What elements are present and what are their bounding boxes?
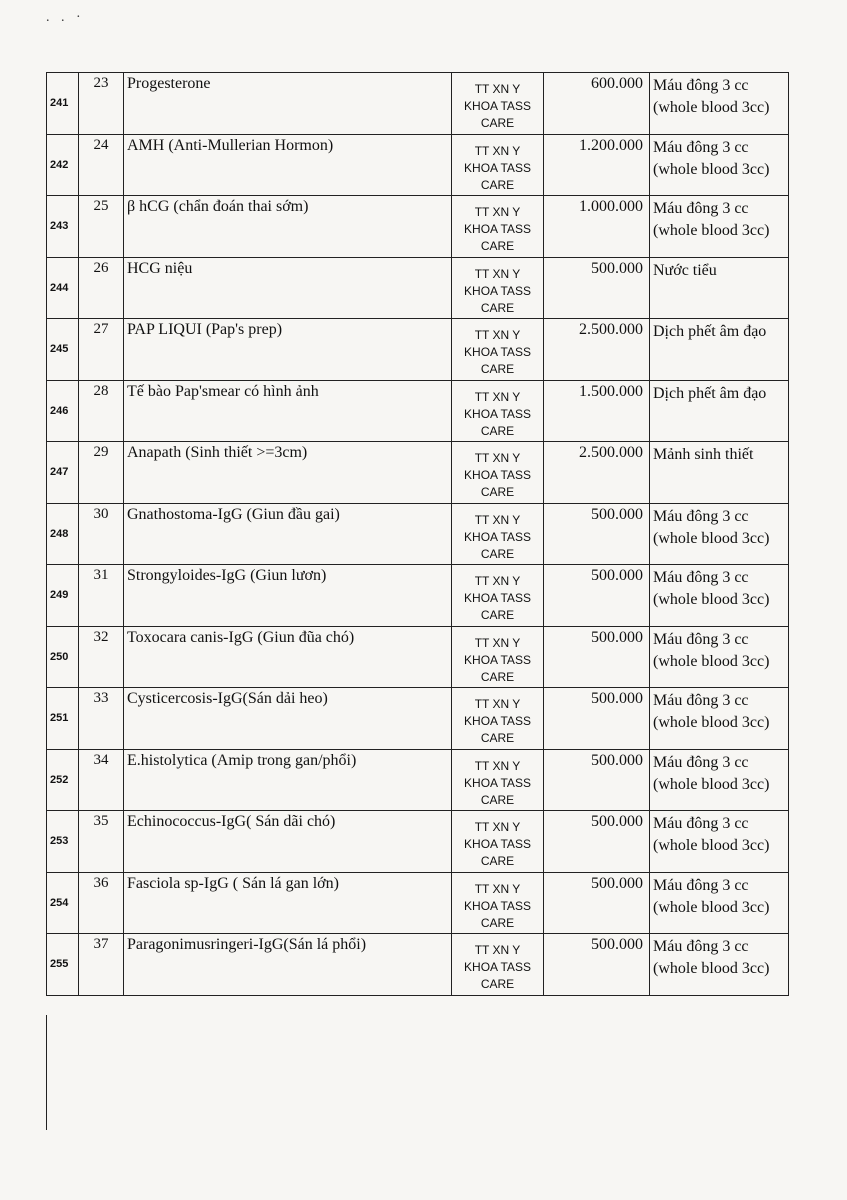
- lab-line: TT XN Y: [474, 389, 521, 404]
- item-number-cell: 28: [79, 380, 124, 442]
- sample-line: Nước tiểu: [653, 261, 717, 279]
- lab-line: TT XN Y: [474, 820, 521, 834]
- test-name-cell: Toxocara canis-IgG (Giun đũa chó): [124, 626, 452, 688]
- test-name-cell: Echinococcus-IgG( Sán dãi chó): [124, 811, 452, 873]
- sample-cell: [650, 565, 789, 627]
- stt-cell: 247: [47, 442, 79, 504]
- lab-cell: [452, 503, 544, 565]
- stt-cell: 253: [47, 811, 79, 873]
- test-name-cell: Progesterone: [124, 73, 452, 135]
- lab-cell: [452, 380, 544, 442]
- test-name-cell: Strongyloides-IgG (Giun lươn): [124, 565, 452, 627]
- lab-line: KHOA TASS: [464, 714, 531, 728]
- price-cell: 500.000: [544, 257, 650, 319]
- lab-line: CARE: [480, 977, 515, 991]
- price-cell: 600.000: [544, 73, 650, 135]
- table-row: [47, 380, 789, 442]
- sample-line: (whole blood 3cc): [653, 714, 770, 731]
- price-cell: 500.000: [544, 749, 650, 811]
- page-corner-mark: . . ·: [46, 10, 85, 25]
- lab-line: CARE: [480, 669, 515, 684]
- price-cell: 2.500.000: [544, 319, 650, 381]
- item-number-cell: 32: [79, 626, 124, 688]
- lab-line: TT XN Y: [474, 266, 521, 281]
- sample-line: Máu đông 3 cc: [653, 507, 749, 525]
- lab-cell: [452, 73, 544, 135]
- test-name-cell: Paragonimusringeri-IgG(Sán lá phổi): [124, 934, 452, 996]
- sample-line: Máu đông 3 cc: [653, 200, 749, 217]
- sample-cell: [650, 749, 789, 811]
- stt-cell: 255: [47, 934, 79, 996]
- lab-line: TT XN Y: [474, 512, 521, 527]
- test-name-cell: HCG niệu: [124, 257, 452, 319]
- sample-line: (whole blood 3cc): [653, 898, 770, 916]
- price-cell: 500.000: [544, 688, 650, 750]
- stt-cell: 248: [47, 503, 79, 565]
- test-name-cell: E.histolytica (Amip trong gan/phổi): [124, 749, 452, 811]
- lab-cell: [452, 811, 544, 873]
- sample-cell: [650, 319, 789, 381]
- sample-line: (whole blood 3cc): [653, 591, 770, 608]
- test-name-cell: Gnathostoma-IgG (Giun đầu gai): [124, 503, 452, 565]
- price-cell: 2.500.000: [544, 442, 650, 504]
- table-body: [47, 73, 789, 996]
- table-row: [47, 134, 789, 196]
- lab-line: CARE: [480, 423, 515, 438]
- lab-line: KHOA TASS: [464, 652, 531, 667]
- sample-line: (whole blood 3cc): [653, 222, 770, 239]
- sample-line: Máu đông 3 cc: [653, 753, 749, 771]
- stt-cell: 245: [47, 319, 79, 381]
- lab-line: KHOA TASS: [464, 775, 531, 790]
- price-table: [46, 72, 789, 996]
- sample-line: Máu đông 3 cc: [653, 569, 749, 586]
- lab-cell: [452, 872, 544, 934]
- sample-line: Máu đông 3 cc: [653, 692, 749, 709]
- stt-cell: 241: [47, 73, 79, 135]
- item-number-cell: 24: [79, 134, 124, 196]
- sample-line: Dịch phết âm đạo: [653, 384, 767, 402]
- sample-line: Máu đông 3 cc: [653, 876, 749, 894]
- stt-cell: 246: [47, 380, 79, 442]
- lab-line: CARE: [480, 546, 515, 561]
- stt-cell: 254: [47, 872, 79, 934]
- lab-line: KHOA TASS: [464, 468, 531, 482]
- test-name-cell: Fasciola sp-IgG ( Sán lá gan lớn): [124, 872, 452, 934]
- sample-cell: [650, 442, 789, 504]
- lab-line: TT XN Y: [474, 205, 521, 219]
- sample-line: (whole blood 3cc): [653, 652, 770, 670]
- stt-cell: 252: [47, 749, 79, 811]
- lab-line: KHOA TASS: [464, 406, 531, 421]
- sample-cell: [650, 626, 789, 688]
- lab-line: CARE: [480, 485, 515, 499]
- sample-line: (whole blood 3cc): [653, 775, 770, 793]
- lab-line: TT XN Y: [474, 697, 521, 711]
- price-cell: 1.000.000: [544, 196, 650, 258]
- lab-line: TT XN Y: [474, 451, 521, 465]
- stt-cell: 250: [47, 626, 79, 688]
- stt-cell: 244: [47, 257, 79, 319]
- table-row: [47, 626, 789, 688]
- sample-line: Máu đông 3 cc: [653, 77, 749, 94]
- lab-line: TT XN Y: [474, 143, 521, 158]
- price-cell: 1.200.000: [544, 134, 650, 196]
- sample-cell: [650, 811, 789, 873]
- sample-cell: [650, 688, 789, 750]
- price-cell: 500.000: [544, 934, 650, 996]
- table-row: [47, 688, 789, 750]
- lab-line: TT XN Y: [474, 758, 521, 773]
- table-row: [47, 73, 789, 135]
- item-number-cell: 37: [79, 934, 124, 996]
- lab-cell: [452, 688, 544, 750]
- item-number-cell: 25: [79, 196, 124, 258]
- test-name-cell: Tế bào Pap'smear có hình ảnh: [124, 380, 452, 442]
- stt-cell: 249: [47, 565, 79, 627]
- lab-line: CARE: [480, 608, 515, 622]
- item-number-cell: 35: [79, 811, 124, 873]
- lab-line: KHOA TASS: [464, 222, 531, 236]
- sample-cell: [650, 380, 789, 442]
- sample-line: (whole blood 3cc): [653, 960, 770, 977]
- table-row: [47, 811, 789, 873]
- price-cell: 500.000: [544, 811, 650, 873]
- table-row: [47, 565, 789, 627]
- lab-line: TT XN Y: [474, 635, 521, 650]
- sample-cell: [650, 503, 789, 565]
- lab-line: CARE: [480, 854, 515, 868]
- lab-line: KHOA TASS: [464, 837, 531, 851]
- price-cell: 500.000: [544, 565, 650, 627]
- sample-line: Dịch phết âm đạo: [653, 323, 767, 340]
- table-row: [47, 319, 789, 381]
- sample-line: (whole blood 3cc): [653, 529, 770, 547]
- lab-cell: [452, 565, 544, 627]
- price-cell: 500.000: [544, 503, 650, 565]
- item-number-cell: 29: [79, 442, 124, 504]
- lab-line: KHOA TASS: [464, 160, 531, 175]
- lab-cell: [452, 442, 544, 504]
- test-name-cell: PAP LIQUI (Pap's prep): [124, 319, 452, 381]
- lab-cell: [452, 319, 544, 381]
- sample-line: Máu đông 3 cc: [653, 815, 749, 832]
- sample-line: Máu đông 3 cc: [653, 138, 749, 156]
- test-name-cell: AMH (Anti-Mullerian Hormon): [124, 134, 452, 196]
- lab-cell: [452, 196, 544, 258]
- sample-line: Máu đông 3 cc: [653, 630, 749, 648]
- lab-line: TT XN Y: [474, 881, 521, 896]
- table-row: [47, 442, 789, 504]
- table-row: [47, 872, 789, 934]
- lab-cell: [452, 749, 544, 811]
- lab-cell: [452, 134, 544, 196]
- lab-cell: [452, 934, 544, 996]
- lab-line: CARE: [480, 177, 515, 192]
- item-number-cell: 36: [79, 872, 124, 934]
- sample-cell: [650, 73, 789, 135]
- price-cell: 1.500.000: [544, 380, 650, 442]
- stt-cell: 243: [47, 196, 79, 258]
- sample-cell: [650, 257, 789, 319]
- lab-line: KHOA TASS: [464, 591, 531, 605]
- lab-line: KHOA TASS: [464, 529, 531, 544]
- sample-cell: [650, 196, 789, 258]
- lab-line: KHOA TASS: [464, 345, 531, 359]
- lab-line: CARE: [480, 116, 515, 130]
- table-row: [47, 257, 789, 319]
- lab-cell: [452, 257, 544, 319]
- item-number-cell: 30: [79, 503, 124, 565]
- sample-cell: [650, 872, 789, 934]
- lab-line: CARE: [480, 915, 515, 930]
- sample-cell: [650, 134, 789, 196]
- item-number-cell: 23: [79, 73, 124, 135]
- test-name-cell: Cysticercosis-IgG(Sán dải heo): [124, 688, 452, 750]
- lab-line: CARE: [480, 792, 515, 807]
- lab-line: CARE: [480, 239, 515, 253]
- lab-line: TT XN Y: [474, 328, 521, 342]
- item-number-cell: 33: [79, 688, 124, 750]
- lab-line: KHOA TASS: [464, 898, 531, 913]
- item-number-cell: 26: [79, 257, 124, 319]
- lab-line: CARE: [480, 362, 515, 376]
- price-cell: 500.000: [544, 626, 650, 688]
- table-row: [47, 749, 789, 811]
- lab-line: TT XN Y: [474, 574, 521, 588]
- item-number-cell: 31: [79, 565, 124, 627]
- sample-line: Mảnh sinh thiết: [653, 446, 754, 463]
- lab-line: KHOA TASS: [464, 283, 531, 298]
- lab-cell: [452, 626, 544, 688]
- lab-line: CARE: [480, 300, 515, 315]
- lab-line: KHOA TASS: [464, 99, 531, 113]
- lab-line: CARE: [480, 731, 515, 745]
- lab-line: TT XN Y: [474, 82, 521, 96]
- stt-cell: 242: [47, 134, 79, 196]
- stt-cell: 251: [47, 688, 79, 750]
- lab-line: TT XN Y: [474, 943, 521, 957]
- left-margin-rule: [46, 1015, 47, 1130]
- table-row: [47, 503, 789, 565]
- sample-line: (whole blood 3cc): [653, 160, 770, 178]
- item-number-cell: 27: [79, 319, 124, 381]
- sample-line: (whole blood 3cc): [653, 837, 770, 854]
- item-number-cell: 34: [79, 749, 124, 811]
- sample-line: Máu đông 3 cc: [653, 938, 749, 955]
- table-row: [47, 934, 789, 996]
- lab-line: KHOA TASS: [464, 960, 531, 974]
- sample-line: (whole blood 3cc): [653, 99, 770, 116]
- test-name-cell: Anapath (Sinh thiết >=3cm): [124, 442, 452, 504]
- price-cell: 500.000: [544, 872, 650, 934]
- table-row: [47, 196, 789, 258]
- test-name-cell: β hCG (chẩn đoán thai sớm): [124, 196, 452, 258]
- sample-cell: [650, 934, 789, 996]
